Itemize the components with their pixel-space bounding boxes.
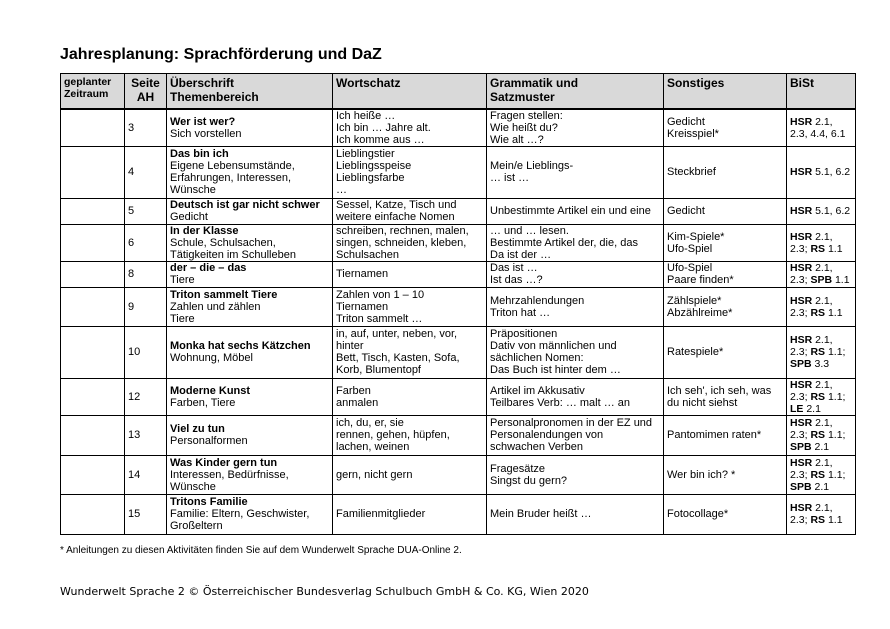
sonstiges-cell: Kim-Spiele* Ufo-Spiel <box>664 224 787 261</box>
header-grammatik: Grammatik und Satzmuster <box>487 74 664 109</box>
bist-cell: HSR 2.1, 2.3; RS 1.1 <box>787 494 856 534</box>
page-cell: 9 <box>125 287 167 326</box>
bist-cell: HSR 2.1, 2.3; RS 1.1; LE 2.1 <box>787 378 856 415</box>
sonstiges-cell: Ich seh', ich seh, was du nicht siehst <box>664 378 787 415</box>
page-cell: 14 <box>125 455 167 494</box>
thema-cell: In der Klasse Schule, Schulsachen, Tätigkeiten im Schulleben <box>167 224 333 261</box>
sonstiges-cell: Fotocollage* <box>664 494 787 534</box>
footnote: * Anleitungen zu diesen Aktivitäten finden Sie auf dem Wunderwelt Sprache DUA-Online 2. <box>60 545 462 556</box>
thema-cell: Viel zu tun Personalformen <box>167 415 333 455</box>
wortschatz-cell: Tiernamen <box>333 261 487 287</box>
table-row <box>61 109 856 147</box>
header-bist: BiSt <box>787 74 856 109</box>
bist-cell: HSR 2.1, 2.3; RS 1.1; SPB 2.1 <box>787 415 856 455</box>
header-sonstiges: Sonstiges <box>664 74 787 109</box>
wortschatz-cell: ich, du, er, sie rennen, gehen, hüpfen, lachen, weinen <box>333 415 487 455</box>
thema-cell: Was Kinder gern tun Interessen, Bedürfnisse, Wünsche <box>167 455 333 494</box>
zeitraum-cell <box>61 494 125 534</box>
zeitraum-cell <box>61 326 125 378</box>
wortschatz-cell: Sessel, Katze, Tisch und weitere einfache Nomen <box>333 198 487 224</box>
table-row <box>61 146 856 198</box>
wortschatz-cell: Ich heiße … Ich bin … Jahre alt. Ich komme aus … <box>333 109 487 147</box>
table-row <box>61 378 856 415</box>
wortschatz-cell: schreiben, rechnen, malen, singen, schneiden, kleben, Schulsachen <box>333 224 487 261</box>
zeitraum-cell <box>61 109 125 147</box>
grammatik-cell: Das ist … Ist das …? <box>487 261 664 287</box>
sonstiges-cell: Zählspiele* Abzählreime* <box>664 287 787 326</box>
zeitraum-cell <box>61 287 125 326</box>
page-cell: 10 <box>125 326 167 378</box>
bist-cell: HSR 2.1, 2.3; SPB 1.1 <box>787 261 856 287</box>
zeitraum-cell <box>61 198 125 224</box>
thema-cell: der – die – das Tiere <box>167 261 333 287</box>
header-thema: Überschrift Themenbereich <box>167 74 333 109</box>
wortschatz-cell: Familienmitglieder <box>333 494 487 534</box>
sonstiges-cell: Steckbrief <box>664 146 787 198</box>
bist-cell: HSR 2.1, 2.3, 4.4, 6.1 <box>787 109 856 147</box>
zeitraum-cell <box>61 146 125 198</box>
sonstiges-cell: Pantomimen raten* <box>664 415 787 455</box>
sonstiges-cell: Gedicht <box>664 198 787 224</box>
grammatik-cell: Mehrzahlendungen Triton hat … <box>487 287 664 326</box>
bist-cell: HSR 2.1, 2.3; RS 1.1 <box>787 287 856 326</box>
wortschatz-cell: in, auf, unter, neben, vor, hinter Bett, Tisch, Kasten, Sofa, Korb, Blumentopf <box>333 326 487 378</box>
page-cell: 13 <box>125 415 167 455</box>
zeitraum-cell <box>61 224 125 261</box>
grammatik-cell: Artikel im Akkusativ Teilbares Verb: … malt … an <box>487 378 664 415</box>
table-row <box>61 261 856 287</box>
thema-cell: Das bin ich Eigene Lebensumstände, Erfahrungen, Interessen, Wünsche <box>167 146 333 198</box>
table-row <box>61 415 856 455</box>
footer-copyright: Wunderwelt Sprache 2 © Österreichischer Bundesverlag Schulbuch GmbH & Co. KG, Wien 2020 <box>60 585 589 598</box>
page-cell: 3 <box>125 109 167 147</box>
header-zeitraum: geplanter Zeitraum <box>61 74 125 109</box>
sonstiges-cell: Ratespiele* <box>664 326 787 378</box>
table-row <box>61 224 856 261</box>
grammatik-cell: Präpositionen Dativ von männlichen und sächlichen Nomen: Das Buch ist hinter dem … <box>487 326 664 378</box>
page-cell: 8 <box>125 261 167 287</box>
zeitraum-cell <box>61 378 125 415</box>
header-seite: Seite AH <box>125 74 167 109</box>
thema-cell: Deutsch ist gar nicht schwer Gedicht <box>167 198 333 224</box>
grammatik-cell: … und … lesen. Bestimmte Artikel der, die, das Da ist der … <box>487 224 664 261</box>
zeitraum-cell <box>61 415 125 455</box>
wortschatz-cell: Farben anmalen <box>333 378 487 415</box>
page-title: Jahresplanung: Sprachförderung und DaZ <box>60 46 382 63</box>
sonstiges-cell: Gedicht Kreisspiel* <box>664 109 787 147</box>
grammatik-cell: Mein Bruder heißt … <box>487 494 664 534</box>
thema-cell: Wer ist wer? Sich vorstellen <box>167 109 333 147</box>
header-wortschatz: Wortschatz <box>333 74 487 109</box>
grammatik-cell: Fragen stellen: Wie heißt du? Wie alt …? <box>487 109 664 147</box>
table-row <box>61 326 856 378</box>
table-row <box>61 198 856 224</box>
grammatik-cell: Personalpronomen in der EZ und Personalendungen von schwachen Verben <box>487 415 664 455</box>
table-row <box>61 287 856 326</box>
table-row <box>61 494 856 534</box>
thema-cell: Tritons Familie Familie: Eltern, Geschwister, Großeltern <box>167 494 333 534</box>
table-header-row <box>61 74 856 109</box>
grammatik-cell: Fragesätze Singst du gern? <box>487 455 664 494</box>
thema-cell: Triton sammelt Tiere Zahlen und zählen Tiere <box>167 287 333 326</box>
sonstiges-cell: Wer bin ich? * <box>664 455 787 494</box>
planning-table <box>60 73 856 535</box>
table-row <box>61 455 856 494</box>
zeitraum-cell <box>61 261 125 287</box>
wortschatz-cell: Lieblingstier Lieblingsspeise Lieblingsfarbe … <box>333 146 487 198</box>
bist-cell: HSR 2.1, 2.3; RS 1.1 <box>787 224 856 261</box>
bist-cell: HSR 2.1, 2.3; RS 1.1; SPB 2.1 <box>787 455 856 494</box>
sonstiges-cell: Ufo-Spiel Paare finden* <box>664 261 787 287</box>
wortschatz-cell: Zahlen von 1 – 10 Tiernamen Triton sammelt … <box>333 287 487 326</box>
grammatik-cell: Mein/e Lieblings- … ist … <box>487 146 664 198</box>
page-cell: 4 <box>125 146 167 198</box>
thema-cell: Monka hat sechs Kätzchen Wohnung, Möbel <box>167 326 333 378</box>
bist-cell: HSR 2.1, 2.3; RS 1.1; SPB 3.3 <box>787 326 856 378</box>
bist-cell: HSR 5.1, 6.2 <box>787 146 856 198</box>
page-cell: 5 <box>125 198 167 224</box>
page-cell: 15 <box>125 494 167 534</box>
zeitraum-cell <box>61 455 125 494</box>
page-cell: 12 <box>125 378 167 415</box>
grammatik-cell: Unbestimmte Artikel ein und eine <box>487 198 664 224</box>
thema-cell: Moderne Kunst Farben, Tiere <box>167 378 333 415</box>
wortschatz-cell: gern, nicht gern <box>333 455 487 494</box>
bist-cell: HSR 5.1, 6.2 <box>787 198 856 224</box>
page-cell: 6 <box>125 224 167 261</box>
